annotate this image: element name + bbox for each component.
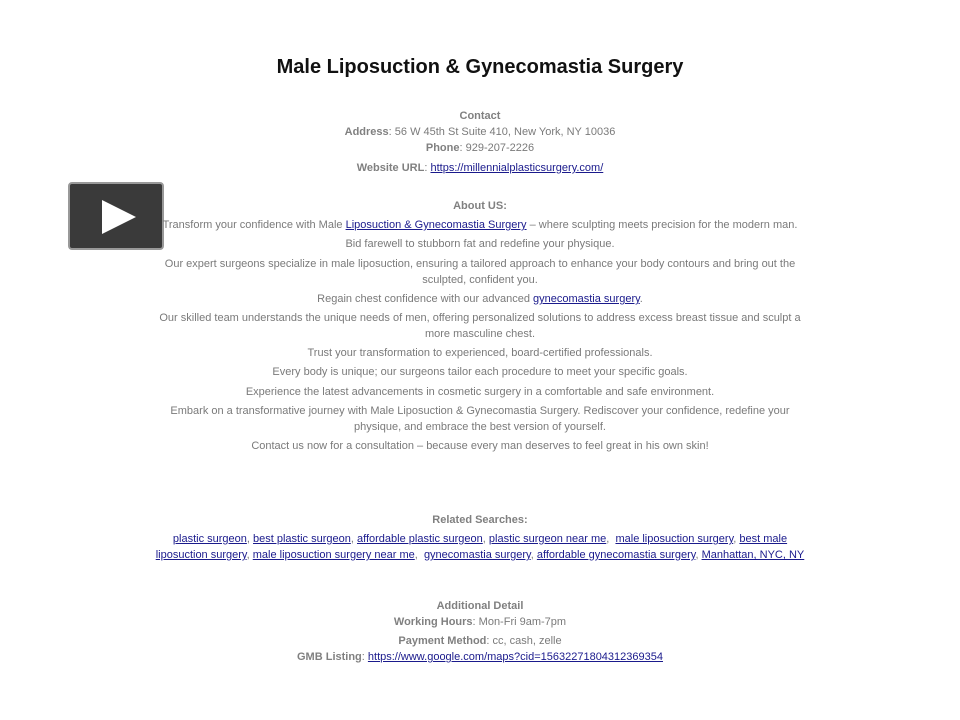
hours-value: : Mon-Fri 9am-7pm xyxy=(472,616,567,628)
related-link[interactable]: affordable plastic surgeon xyxy=(356,533,483,545)
additional-heading: Additional Detail xyxy=(436,600,524,612)
payment-value: : cc, cash, zelle xyxy=(486,635,562,647)
related-link[interactable]: best male liposuction surgery xyxy=(155,533,788,561)
related-link[interactable]: gynecomastia surgery xyxy=(423,549,531,561)
related-link[interactable]: affordable gynecomastia surgery xyxy=(536,549,696,561)
website-label: Website URL xyxy=(356,162,425,174)
about-text: Regain chest confidence with our advanced xyxy=(317,293,533,305)
phone-value: : 929-207-2226 xyxy=(459,142,535,154)
contact-heading: Contact xyxy=(459,110,501,122)
separator: : xyxy=(361,651,368,663)
about-text: . xyxy=(639,293,643,305)
related-section xyxy=(150,512,810,563)
related-links: plastic surgeon, best plastic surgeon, affordable plastic surgeon, plastic surgeon near me, male liposuction surgery, best male liposuction surgery, male liposuction surgery near me, gynecomastia surgery, affordable gynecomastia surgery, Manhattan, NYC, NY xyxy=(155,533,805,561)
address-value: : 56 W 45th St Suite 410, New York, NY 10036 xyxy=(388,126,616,138)
liposuction-gynecomastia-link[interactable]: Liposuction & Gynecomastia Surgery xyxy=(345,219,527,231)
hours-label: Working Hours xyxy=(393,616,473,628)
phone-label: Phone xyxy=(425,142,460,154)
related-link[interactable]: plastic surgeon near me xyxy=(488,533,607,545)
about-heading: About US: xyxy=(453,200,507,212)
about-section xyxy=(150,198,810,454)
related-link[interactable]: best plastic surgeon xyxy=(253,533,351,545)
about-paragraph: Embark on a transformative journey with Male Liposuction & Gynecomastia Surgery. Rediscover your confidence, redefine your physique, and embrace the best version of yourself. xyxy=(170,405,790,433)
about-text: – where sculpting meets precision for the modern man. xyxy=(526,219,798,231)
gmb-link[interactable]: https://www.google.com/maps?cid=15632271804312369354 xyxy=(367,651,663,663)
about-paragraph: Contact us now for a consultation – because every man deserves to feel great in his own skin! xyxy=(251,440,709,452)
contact-section xyxy=(150,108,810,176)
about-paragraph: Experience the latest advancements in cosmetic surgery in a comfortable and safe environment. xyxy=(245,386,715,398)
about-paragraph: Our skilled team understands the unique needs of men, offering personalized solutions to address excess breast tissue and sculpt a more masculine chest. xyxy=(159,312,801,340)
related-link[interactable]: male liposuction surgery near me xyxy=(252,549,415,561)
related-link[interactable]: Manhattan, NYC, NY xyxy=(701,549,805,561)
related-link[interactable]: male liposuction surgery xyxy=(615,533,734,545)
related-link[interactable]: plastic surgeon xyxy=(172,533,247,545)
about-paragraph: Bid farewell to stubborn fat and redefine your physique. xyxy=(345,238,615,250)
address-label: Address xyxy=(344,126,389,138)
gynecomastia-surgery-link[interactable]: gynecomastia surgery xyxy=(533,293,640,305)
additional-section xyxy=(150,598,810,665)
about-paragraph: Every body is unique; our surgeons tailor each procedure to meet your specific goals. xyxy=(272,366,688,378)
about-paragraph: Trust your transformation to experienced, board-certified professionals. xyxy=(307,347,653,359)
play-icon xyxy=(100,198,138,236)
payment-label: Payment Method xyxy=(398,635,487,647)
page-title: Male Liposuction & Gynecomastia Surgery xyxy=(276,56,684,78)
related-heading: Related Searches: xyxy=(432,514,528,526)
website-link[interactable]: https://millennialplasticsurgery.com/ xyxy=(430,162,604,174)
gmb-label: GMB Listing xyxy=(297,651,362,663)
about-paragraph: Our expert surgeons specialize in male liposuction, ensuring a tailored approach to enhance your body contours and bring out the sculpted, confident you. xyxy=(164,258,796,286)
separator: : xyxy=(424,162,431,174)
about-text: Transform your confidence with Male xyxy=(162,219,346,231)
